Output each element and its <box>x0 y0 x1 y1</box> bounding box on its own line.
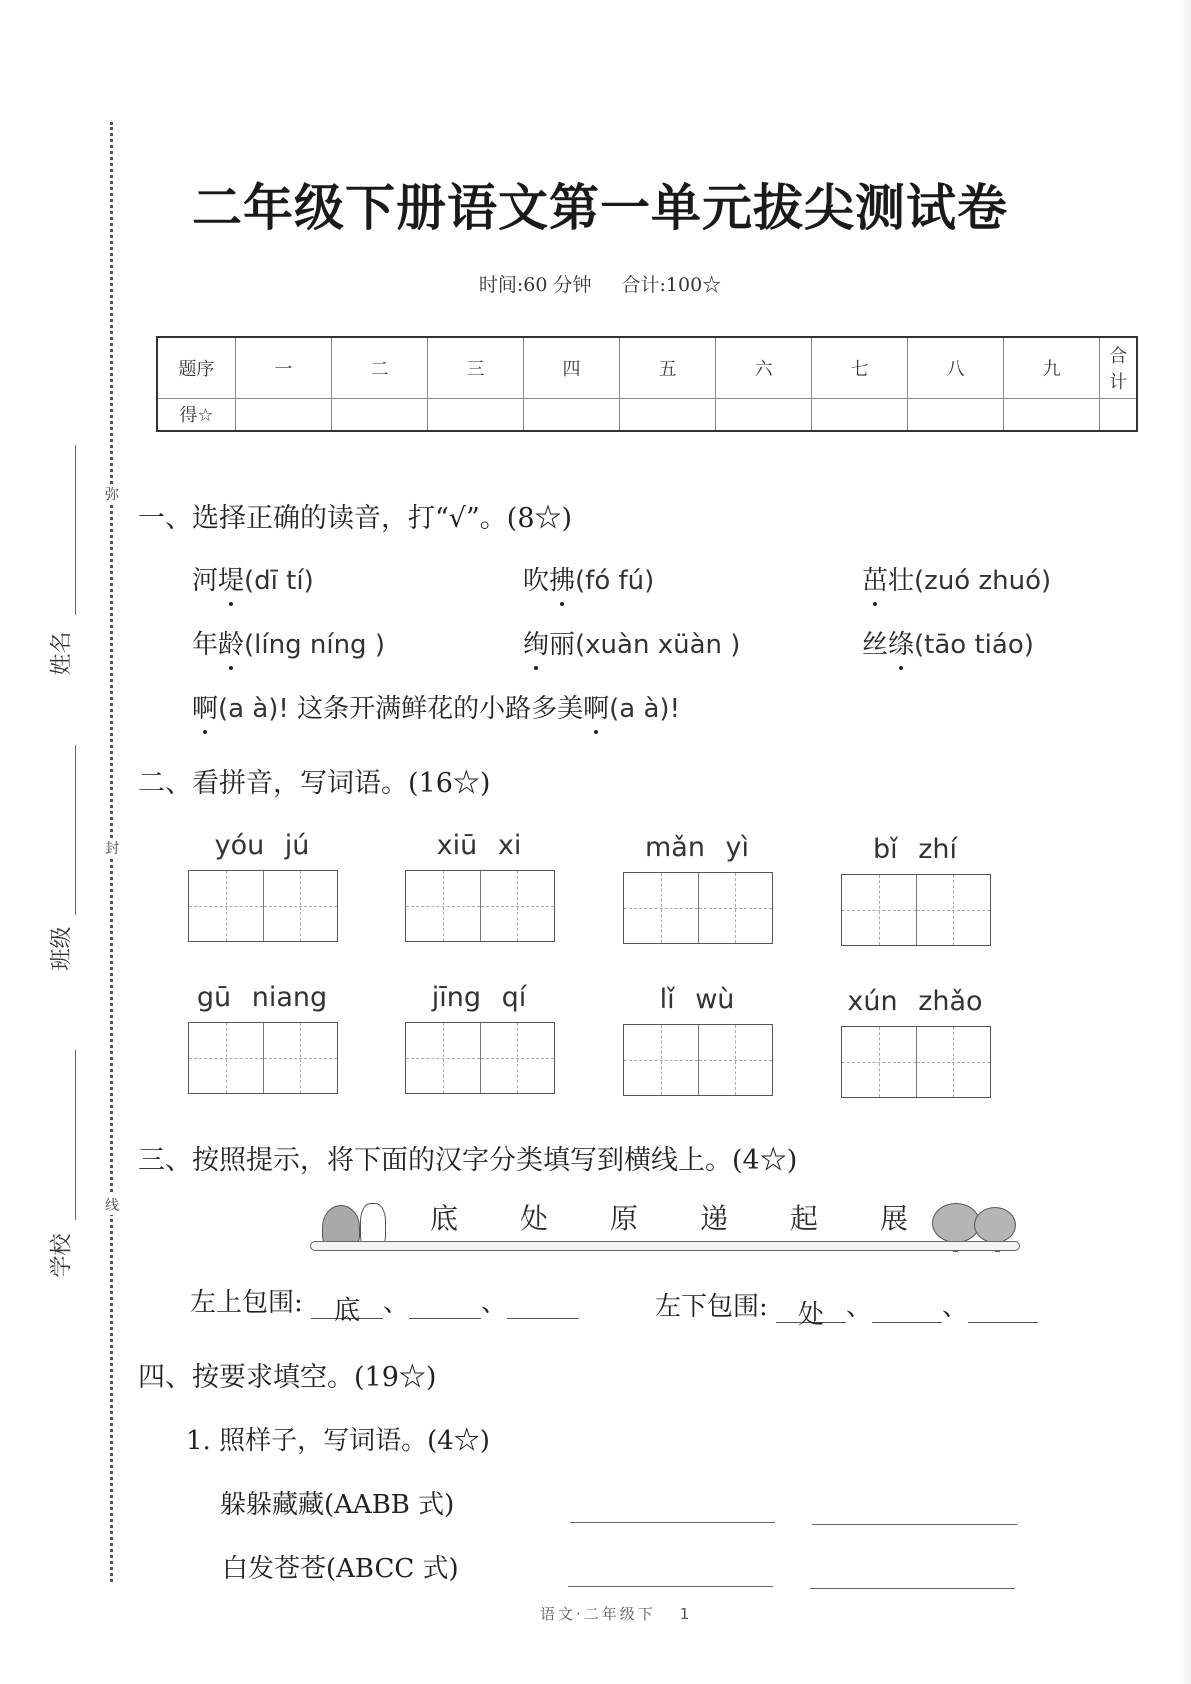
dotted-char: 龄 <box>218 630 245 660</box>
answer-blank[interactable]: 底 <box>311 1290 383 1319</box>
col-6: 六 <box>716 337 812 398</box>
score-cell[interactable] <box>908 398 1004 431</box>
pinyin-options[interactable]: (líng níng ) <box>244 630 385 660</box>
pinyin-word-item[interactable] <box>399 830 559 942</box>
separator: 、 <box>481 1288 508 1318</box>
answer-blank[interactable] <box>409 1290 481 1319</box>
sentence-text: 这条开满鲜花的小路多美 <box>297 694 584 724</box>
character-list <box>430 1197 970 1237</box>
dotted-char: 绚 <box>523 630 550 660</box>
score-cell[interactable] <box>235 398 331 431</box>
col-8: 八 <box>908 337 1004 398</box>
tianzige-grid[interactable] <box>188 1022 338 1094</box>
tianzige-grid[interactable] <box>188 870 338 942</box>
score-table-score-row <box>157 398 1137 431</box>
pronunciation-item[interactable] <box>192 624 385 661</box>
name-label: 姓名 <box>49 631 75 676</box>
page-footer <box>540 1603 692 1624</box>
row-label-score: 得☆ <box>157 398 235 431</box>
pronunciation-item[interactable] <box>523 624 740 661</box>
example-aabb: 躲躲藏藏(AABB 式) <box>220 1490 455 1520</box>
tianzige-grid[interactable] <box>623 1024 773 1096</box>
col-9: 九 <box>1004 337 1100 398</box>
pronunciation-sentence[interactable] <box>192 688 680 725</box>
pinyin-word-item[interactable] <box>399 982 559 1094</box>
row-label-question: 题序 <box>157 337 235 398</box>
pinyin-word-item[interactable] <box>182 982 342 1094</box>
answer-blank[interactable] <box>872 1294 942 1323</box>
name-blank-line[interactable] <box>75 445 76 615</box>
dotted-char: 堤 <box>218 566 245 596</box>
col-7: 七 <box>812 337 908 398</box>
pinyin-word-item[interactable] <box>617 984 777 1096</box>
left-top-label: 左上包围: <box>190 1288 303 1318</box>
answer-line[interactable] <box>568 1586 773 1587</box>
banner-char: 底 <box>430 1202 459 1235</box>
pinyin-word-item[interactable] <box>835 834 995 946</box>
dotted-char: 啊 <box>192 694 219 724</box>
char: 丝 <box>862 630 889 660</box>
tree-icon <box>974 1207 1016 1243</box>
tianzige-grid[interactable] <box>405 870 555 942</box>
score-cell[interactable] <box>331 398 427 431</box>
dotted-char: 茁 <box>862 566 889 596</box>
pinyin-options[interactable]: (dī tí) <box>244 566 314 596</box>
class-label: 班级 <box>49 926 75 971</box>
pinyin-label: gū niang <box>196 982 328 1013</box>
char: 丽 <box>549 630 576 660</box>
pinyin-label: lǐ wù <box>659 984 735 1015</box>
answer-blank[interactable] <box>968 1294 1038 1323</box>
subsection-1-heading: 1. 照样子，写词语。(4☆) <box>186 1426 490 1456</box>
col-5: 五 <box>620 337 716 398</box>
score-cell[interactable] <box>716 398 812 431</box>
binding-mark-feng: 封 <box>102 838 122 858</box>
banner-char: 递 <box>700 1202 729 1235</box>
char: 吹 <box>523 566 550 596</box>
pinyin-options[interactable]: (zuó zhuó) <box>914 566 1052 596</box>
col-2: 二 <box>331 337 427 398</box>
example-abcc: 白发苍苍(ABCC 式) <box>222 1554 459 1584</box>
total-score: 合计:100☆ <box>621 274 722 296</box>
pinyin-label: xún zhǎo <box>847 986 983 1017</box>
section-3-heading: 三、按照提示，将下面的汉字分类填写到横线上。(4☆) <box>138 1145 798 1176</box>
separator: 、 <box>383 1288 410 1318</box>
pinyin-label: bǐ zhí <box>872 834 957 865</box>
answer-blank[interactable]: 处 <box>776 1294 846 1323</box>
tianzige-grid[interactable] <box>841 874 991 946</box>
pronunciation-item[interactable] <box>523 560 654 597</box>
pinyin-label: mǎn yì <box>644 832 750 863</box>
char: 年 <box>192 630 219 660</box>
pinyin-label: yóu jú <box>214 830 310 861</box>
time-limit: 时间:60 分钟 <box>478 274 592 296</box>
school-label: 学校 <box>49 1233 75 1278</box>
pronunciation-item[interactable] <box>862 560 1051 597</box>
tianzige-grid[interactable] <box>623 872 773 944</box>
pinyin-options[interactable]: (tāo tiáo) <box>914 630 1034 660</box>
pronunciation-item[interactable] <box>862 624 1034 661</box>
section-1-heading: 一、选择正确的读音，打“√”。(8☆) <box>138 503 573 534</box>
tianzige-grid[interactable] <box>405 1022 555 1094</box>
banner-char: 展 <box>880 1202 909 1235</box>
pinyin-options[interactable]: (a à)! <box>218 694 289 724</box>
pinyin-word-item[interactable] <box>617 832 777 944</box>
col-3: 三 <box>427 337 523 398</box>
page-number: 1 <box>679 1605 693 1623</box>
character-banner <box>310 1195 1020 1255</box>
score-cell-total[interactable] <box>1100 398 1137 431</box>
page-edge-shadow <box>1179 0 1191 1684</box>
banner-char: 原 <box>610 1202 639 1235</box>
char: 壮 <box>888 566 915 596</box>
score-cell[interactable] <box>620 398 716 431</box>
dotted-char: 啊 <box>583 694 610 724</box>
dotted-char: 绦 <box>888 630 915 660</box>
left-top-enclosure-row <box>190 1282 579 1326</box>
answer-line[interactable] <box>570 1522 775 1523</box>
tianzige-grid[interactable] <box>841 1026 991 1098</box>
left-bottom-enclosure-row <box>655 1286 1038 1330</box>
page-title: 二年级下册语文第一单元拔尖测试卷 <box>192 179 1008 237</box>
binding-mark-xian: 线 <box>102 1195 122 1215</box>
pinyin-label: xiū xi <box>436 830 522 861</box>
exam-info <box>150 270 1050 297</box>
pronunciation-item[interactable] <box>192 560 314 597</box>
binding-mark-mi: 弥 <box>102 484 122 504</box>
char: 河 <box>192 566 219 596</box>
score-cell[interactable] <box>523 398 619 431</box>
score-table <box>156 336 1138 432</box>
pinyin-word-item[interactable] <box>835 986 995 1098</box>
col-1: 一 <box>235 337 331 398</box>
col-4: 四 <box>523 337 619 398</box>
tree-icon <box>932 1203 980 1243</box>
separator: 、 <box>942 1292 969 1322</box>
footer-text: 语文·二年级下 <box>540 1605 656 1623</box>
answer-line[interactable] <box>812 1524 1017 1525</box>
school-blank-line[interactable] <box>75 1050 76 1220</box>
separator: 、 <box>846 1292 873 1322</box>
left-bottom-label: 左下包围: <box>655 1292 768 1322</box>
pinyin-options[interactable]: (a à)! <box>609 694 680 724</box>
pinyin-word-item[interactable] <box>182 830 342 942</box>
col-total: 合计 <box>1100 337 1137 398</box>
pinyin-label: jīng qí <box>431 982 527 1013</box>
score-cell[interactable] <box>812 398 908 431</box>
banner-char: 处 <box>520 1202 549 1235</box>
pinyin-options[interactable]: (xuàn xüàn ) <box>575 630 741 660</box>
class-blank-line[interactable] <box>75 745 76 915</box>
score-cell[interactable] <box>427 398 523 431</box>
dotted-char: 拂 <box>549 566 576 596</box>
banner-char: 起 <box>790 1202 819 1235</box>
pinyin-options[interactable]: (fó fú) <box>575 566 655 596</box>
section-2-heading: 二、看拼音，写词语。(16☆) <box>138 768 491 799</box>
score-cell[interactable] <box>1004 398 1100 431</box>
answer-blank[interactable] <box>507 1290 579 1319</box>
score-table-header-row <box>157 337 1137 398</box>
ground-path <box>310 1241 1020 1251</box>
section-4-heading: 四、按要求填空。(19☆) <box>138 1362 437 1393</box>
answer-line[interactable] <box>810 1588 1015 1589</box>
